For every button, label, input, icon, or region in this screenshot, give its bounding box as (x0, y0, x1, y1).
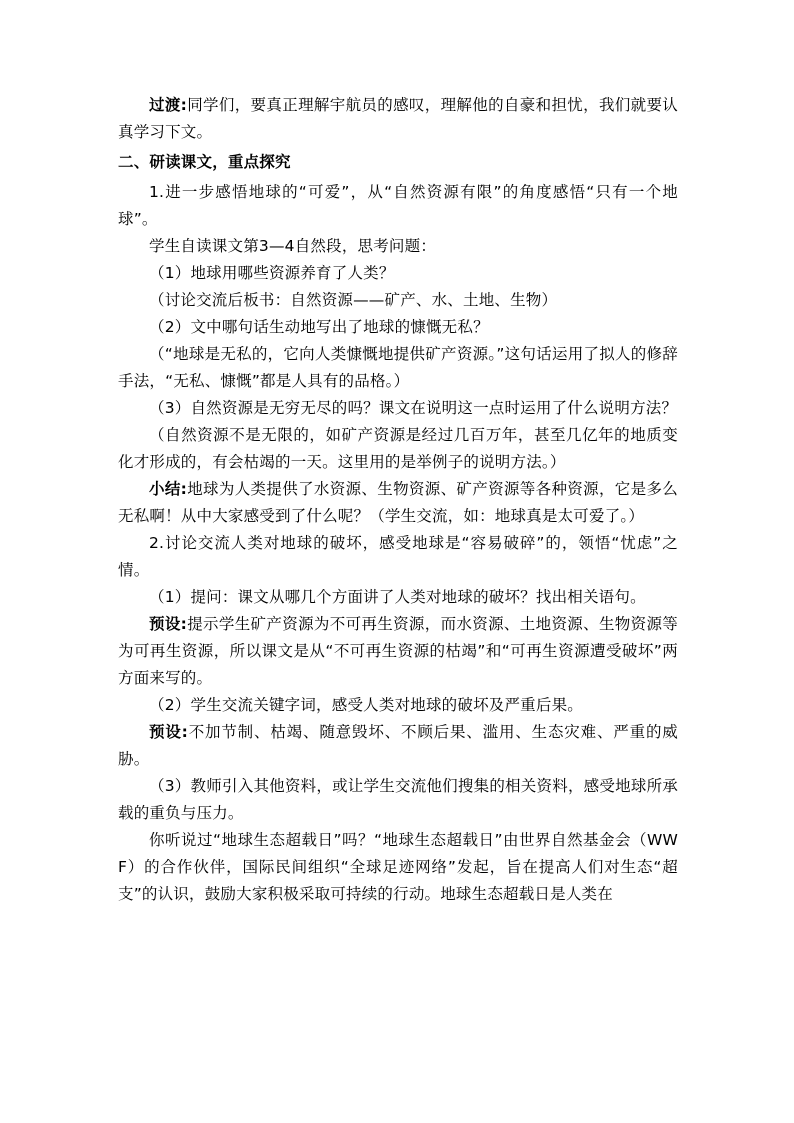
item-1: 1.进一步感悟地球的“可爱”，从“自然资源有限”的角度感悟“只有一个地球”。 (118, 183, 678, 228)
preset-2-paragraph (118, 719, 678, 773)
preset-1-text: 提示学生矿产资源为不可再生资源，而水资源、土地资源、生物资源等为可再生资源，所以课文是从“不可再生资源的枯竭”和“可再生资源遭受破坏”两方面来写的。 (118, 615, 678, 687)
preset-1-label: 预设: (149, 615, 188, 633)
item-1-intro: 学生自读课文第3—4自然段，思考问题： (149, 237, 437, 255)
transition-label: 过渡: (149, 96, 188, 114)
answer-1: （讨论交流后板书：自然资源——矿产、水、土地、生物） (149, 291, 558, 309)
preset-2-text: 不加节制、枯竭、随意毁坏、不顾后果、滥用、生态灾难、严重的威胁。 (118, 723, 678, 768)
question-4: （1）提问：课文从哪几个方面讲了人类对地球的破坏？找出相关语句。 (149, 588, 646, 606)
question-5: （2）学生交流关键字词，感受人类对地球的破坏及严重后果。 (149, 696, 583, 714)
final-paragraph: 你听说过“地球生态超载日”吗？“地球生态超载日”由世界自然基金会（WWF）的合作伙伴，国际民间组织“全球足迹网络”发起，旨在提高人们对生态“超支”的认识，鼓励大家积极采取可持续的行动。地球生态超载日是人类在 (118, 831, 678, 903)
question-6: （3）教师引入其他资料，或让学生交流他们搜集的相关资料，感受地球所承载的重负与压力。 (118, 777, 678, 822)
question-2: （2）文中哪句话生动地写出了地球的慷慨无私？ (149, 318, 489, 336)
preset-1-paragraph (118, 611, 678, 692)
section-heading: 二、研读课文，重点探究 (118, 153, 291, 171)
summary-label: 小结: (149, 480, 188, 498)
answer-3: （自然资源不是无限的，如矿产资源是经过几百万年，甚至几亿年的地质变化才形成的，有会枯竭的一天。这里用的是举例子的说明方法。） (118, 426, 678, 471)
answer-2: （“地球是无私的，它向人类慷慨地提供矿产资源。”这句话运用了拟人的修辞手法，“无私、慷慨”都是人具有的品格。） (118, 345, 678, 390)
question-1: （1）地球用哪些资源养育了人类？ (149, 264, 395, 282)
summary-paragraph (118, 476, 678, 530)
document-body (118, 92, 678, 908)
transition-text: 同学们，要真正理解宇航员的感叹，理解他的自豪和担忧，我们就要认真学习下文。 (118, 96, 678, 141)
question-3: （3）自然资源是无穷无尽的吗？课文在说明这一点时运用了什么说明方法？ (149, 399, 678, 417)
item-2: 2.讨论交流人类对地球的破坏，感受地球是“容易破碎”的，领悟“忧虑”之情。 (118, 534, 678, 579)
transition-paragraph (118, 92, 678, 146)
summary-text: 地球为人类提供了水资源、生物资源、矿产资源等各种资源，它是多么无私啊！从中大家感受到了什么呢？（学生交流，如：地球真是太可爱了。） (118, 480, 678, 525)
preset-2-label: 预设: (149, 723, 189, 741)
